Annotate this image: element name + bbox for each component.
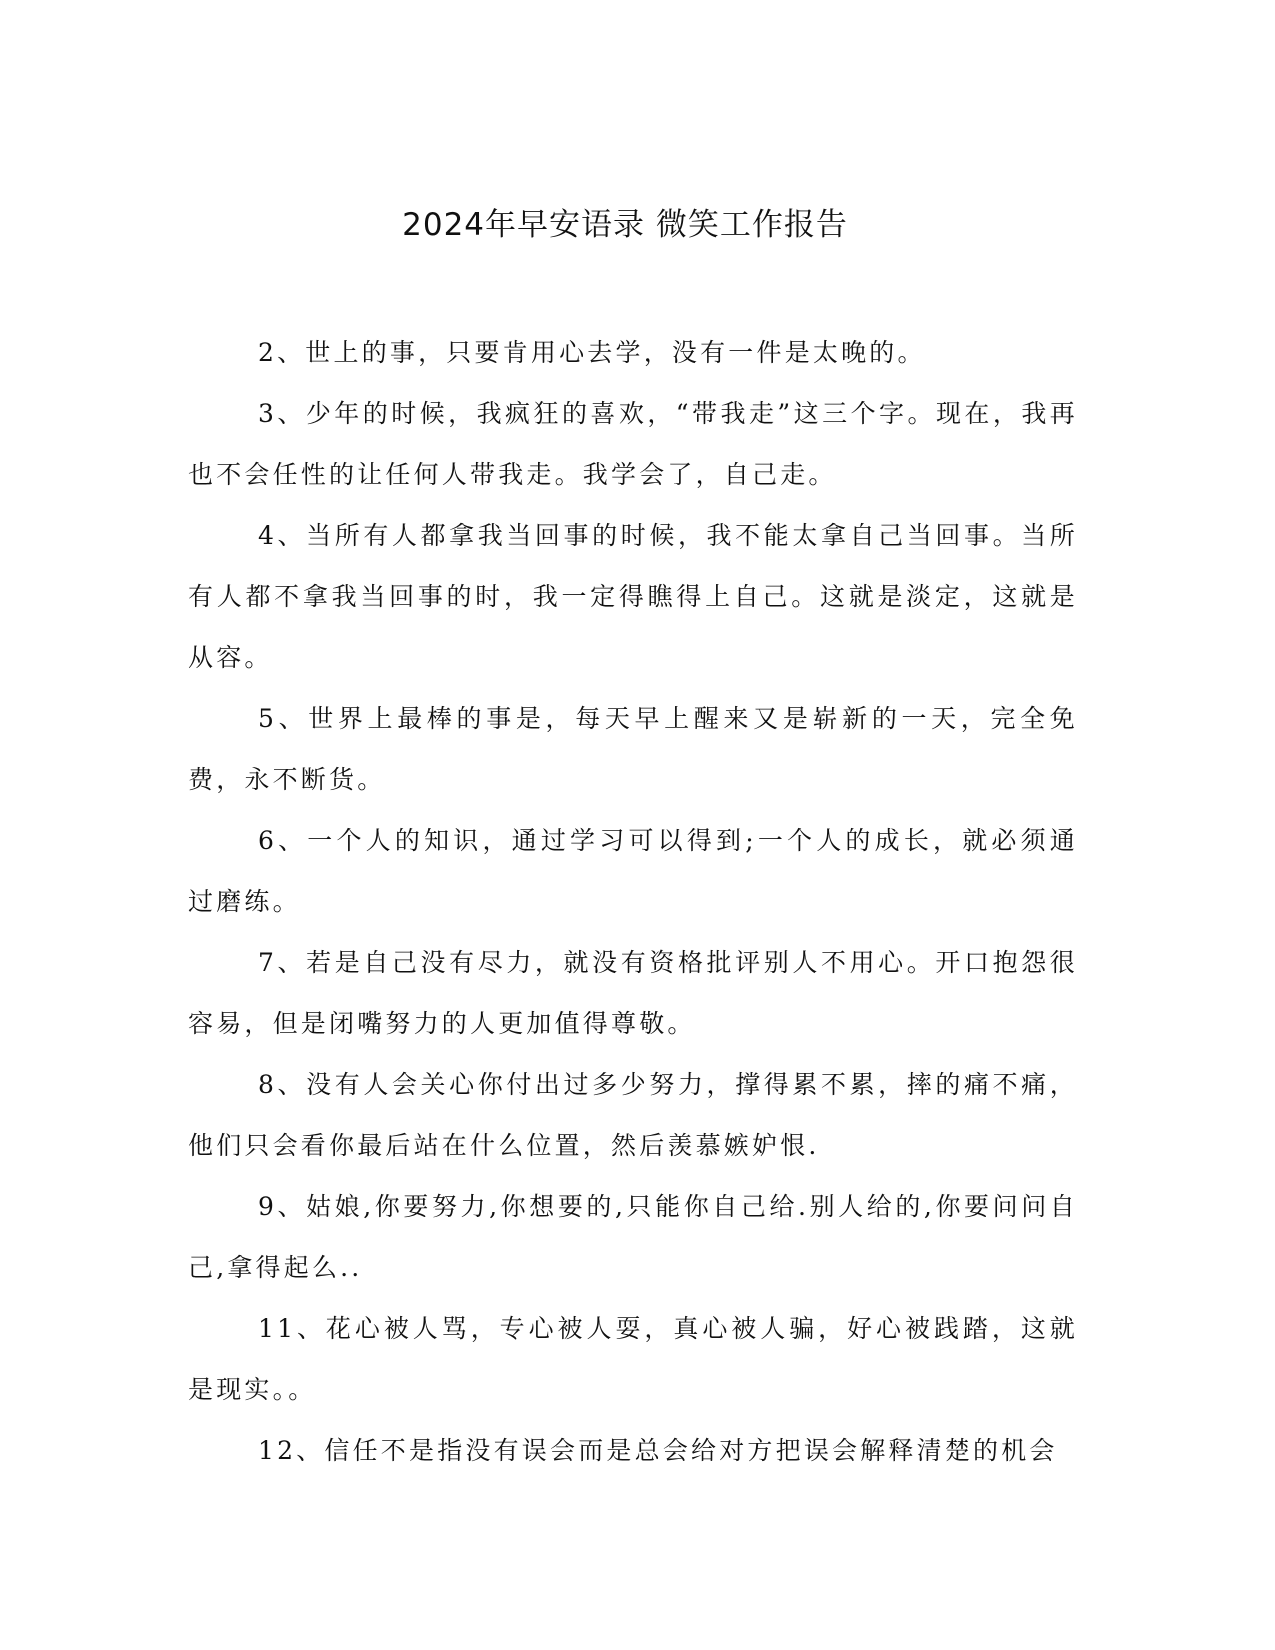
paragraph: 4、当所有人都拿我当回事的时候，我不能太拿自己当回事。当所有人都不拿我当回事的时，我一定得瞧得上自己。这就是淡定，这就是从容。	[188, 521, 1078, 672]
paragraph: 12、信任不是指没有误会而是总会给对方把误会解释清楚的机会	[258, 1436, 1058, 1465]
paragraph: 11、花心被人骂，专心被人耍，真心被人骗，好心被践踏，这就是现实。。	[188, 1314, 1078, 1404]
paragraph: 5、世界上最棒的事是，每天早上醒来又是崭新的一天，完全免费，永不断货。	[188, 704, 1078, 794]
paragraph: 2、世上的事，只要肯用心去学，没有一件是太晚的。	[258, 338, 926, 367]
document-title: 2024年早安语录 微笑工作报告	[402, 207, 848, 243]
paragraph: 6、一个人的知识，通过学习可以得到;一个人的成长，就必须通过磨练。	[188, 826, 1078, 916]
paragraph: 9、姑娘,你要努力,你想要的,只能你自己给.别人给的,你要问问自己,拿得起么..	[188, 1192, 1078, 1282]
document-body	[188, 322, 1078, 1481]
paragraph: 8、没有人会关心你付出过多少努力，撑得累不累，摔的痛不痛，他们只会看你最后站在什么位置，然后羡慕嫉妒恨.	[188, 1070, 1078, 1160]
paragraph: 3、少年的时候，我疯狂的喜欢，“带我走”这三个字。现在，我再也不会任性的让任何人带我走。我学会了，自己走。	[188, 399, 1078, 489]
paragraph: 7、若是自己没有尽力，就没有资格批评别人不用心。开口抱怨很容易，但是闭嘴努力的人更加值得尊敬。	[188, 948, 1078, 1038]
